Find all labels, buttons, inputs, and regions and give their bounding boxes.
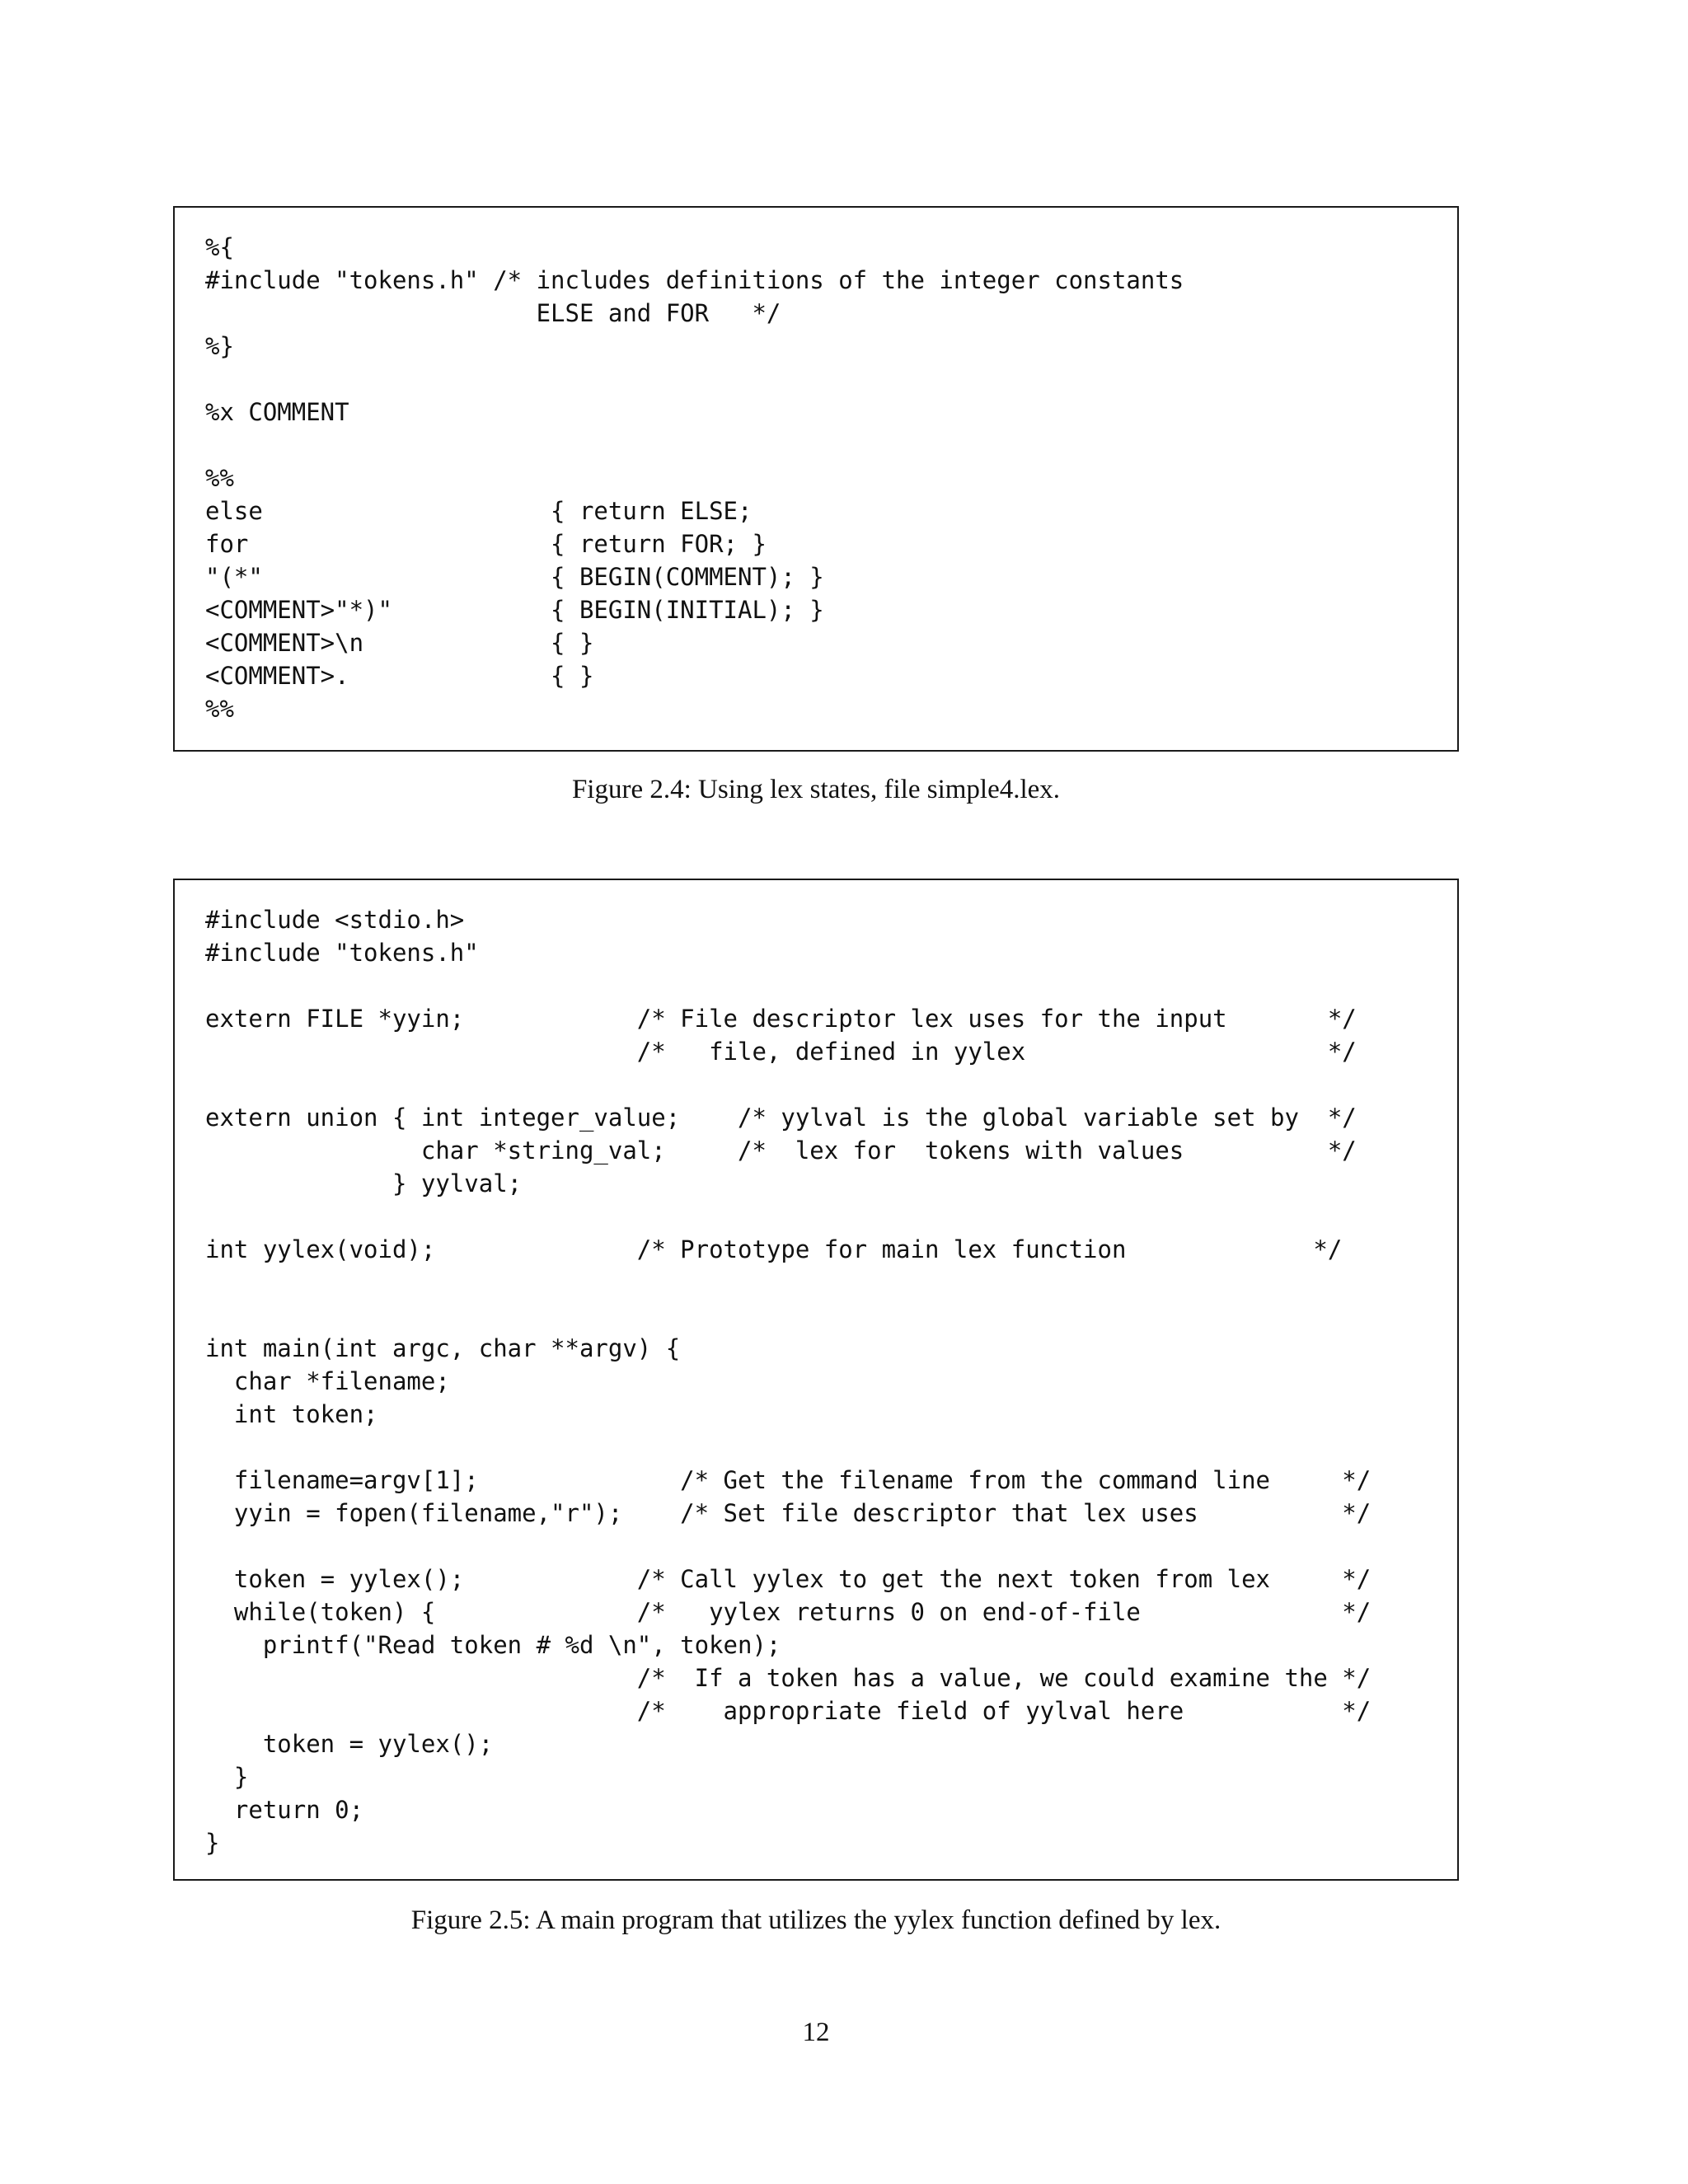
code-line: int main(int argc, char **argv) { [205, 1334, 681, 1362]
figure-2-4-code [205, 231, 1184, 725]
code-line: %} [205, 332, 234, 360]
figure-2-4-code-box [173, 206, 1459, 752]
code-line [205, 1068, 1371, 1101]
figure-2-5-code-box [173, 879, 1459, 1881]
code-line [205, 969, 1371, 1002]
code-line: ELSE and FOR */ [205, 299, 781, 327]
code-line: /* appropriate field of yylval here */ [205, 1697, 1372, 1725]
code-line: token = yylex(); [205, 1730, 494, 1758]
code-line: #include "tokens.h" [205, 939, 479, 967]
code-line: #include "tokens.h" /* includes definitions of the integer constants [205, 266, 1184, 294]
code-line: for { return FOR; } [205, 530, 767, 558]
code-line: extern FILE *yyin; /* File descriptor lex uses for the input */ [205, 1005, 1357, 1033]
code-line: <COMMENT>\n { } [205, 629, 594, 657]
code-line: } [205, 1829, 220, 1857]
code-line: int token; [205, 1400, 378, 1428]
code-line: return 0; [205, 1796, 364, 1824]
page-number: 12 [802, 2018, 830, 2047]
code-line: else { return ELSE; [205, 497, 753, 525]
code-line: /* file, defined in yylex */ [205, 1038, 1357, 1066]
figure-2-5-caption: Figure 2.5: A main program that utilizes the yylex function defined by lex. [410, 1905, 1221, 1935]
code-line: %{ [205, 233, 234, 261]
code-line [205, 429, 1184, 462]
code-line: char *string_val; /* lex for tokens with values */ [205, 1137, 1357, 1165]
code-line [205, 1200, 1371, 1233]
code-line: yyin = fopen(filename,"r"); /* Set file descriptor that lex uses */ [205, 1499, 1372, 1527]
code-line: int yylex(void); /* Prototype for main lex function */ [205, 1235, 1343, 1263]
code-line: #include <stdio.h> [205, 906, 465, 934]
code-line: <COMMENT>"*)" { BEGIN(INITIAL); } [205, 596, 824, 624]
code-line [205, 363, 1184, 396]
code-line [205, 1431, 1371, 1464]
figure-2-4-caption: Figure 2.4: Using lex states, file simple4.lex. [571, 775, 1061, 804]
code-line [205, 1299, 1371, 1332]
figure-2-5-code [205, 903, 1371, 1859]
code-line: extern union { int integer_value; /* yylval is the global variable set by */ [205, 1104, 1357, 1132]
code-line: printf("Read token # %d \n", token); [205, 1631, 781, 1659]
code-line: while(token) { /* yylex returns 0 on end-of-file */ [205, 1598, 1372, 1626]
code-line: char *filename; [205, 1367, 450, 1395]
code-line: /* If a token has a value, we could examine the */ [205, 1664, 1372, 1692]
code-line: "(*" { BEGIN(COMMENT); } [205, 563, 824, 591]
code-line: token = yylex(); /* Call yylex to get the next token from lex */ [205, 1565, 1372, 1593]
code-line: } [205, 1763, 249, 1791]
code-line: <COMMENT>. { } [205, 662, 594, 690]
code-line: } yylval; [205, 1169, 523, 1197]
code-line: %x COMMENT [205, 398, 349, 426]
code-line [205, 1266, 1371, 1299]
code-line: %% [205, 464, 234, 492]
code-line: filename=argv[1]; /* Get the filename from the command line */ [205, 1466, 1372, 1494]
code-line [205, 1530, 1371, 1563]
code-line: %% [205, 695, 234, 723]
